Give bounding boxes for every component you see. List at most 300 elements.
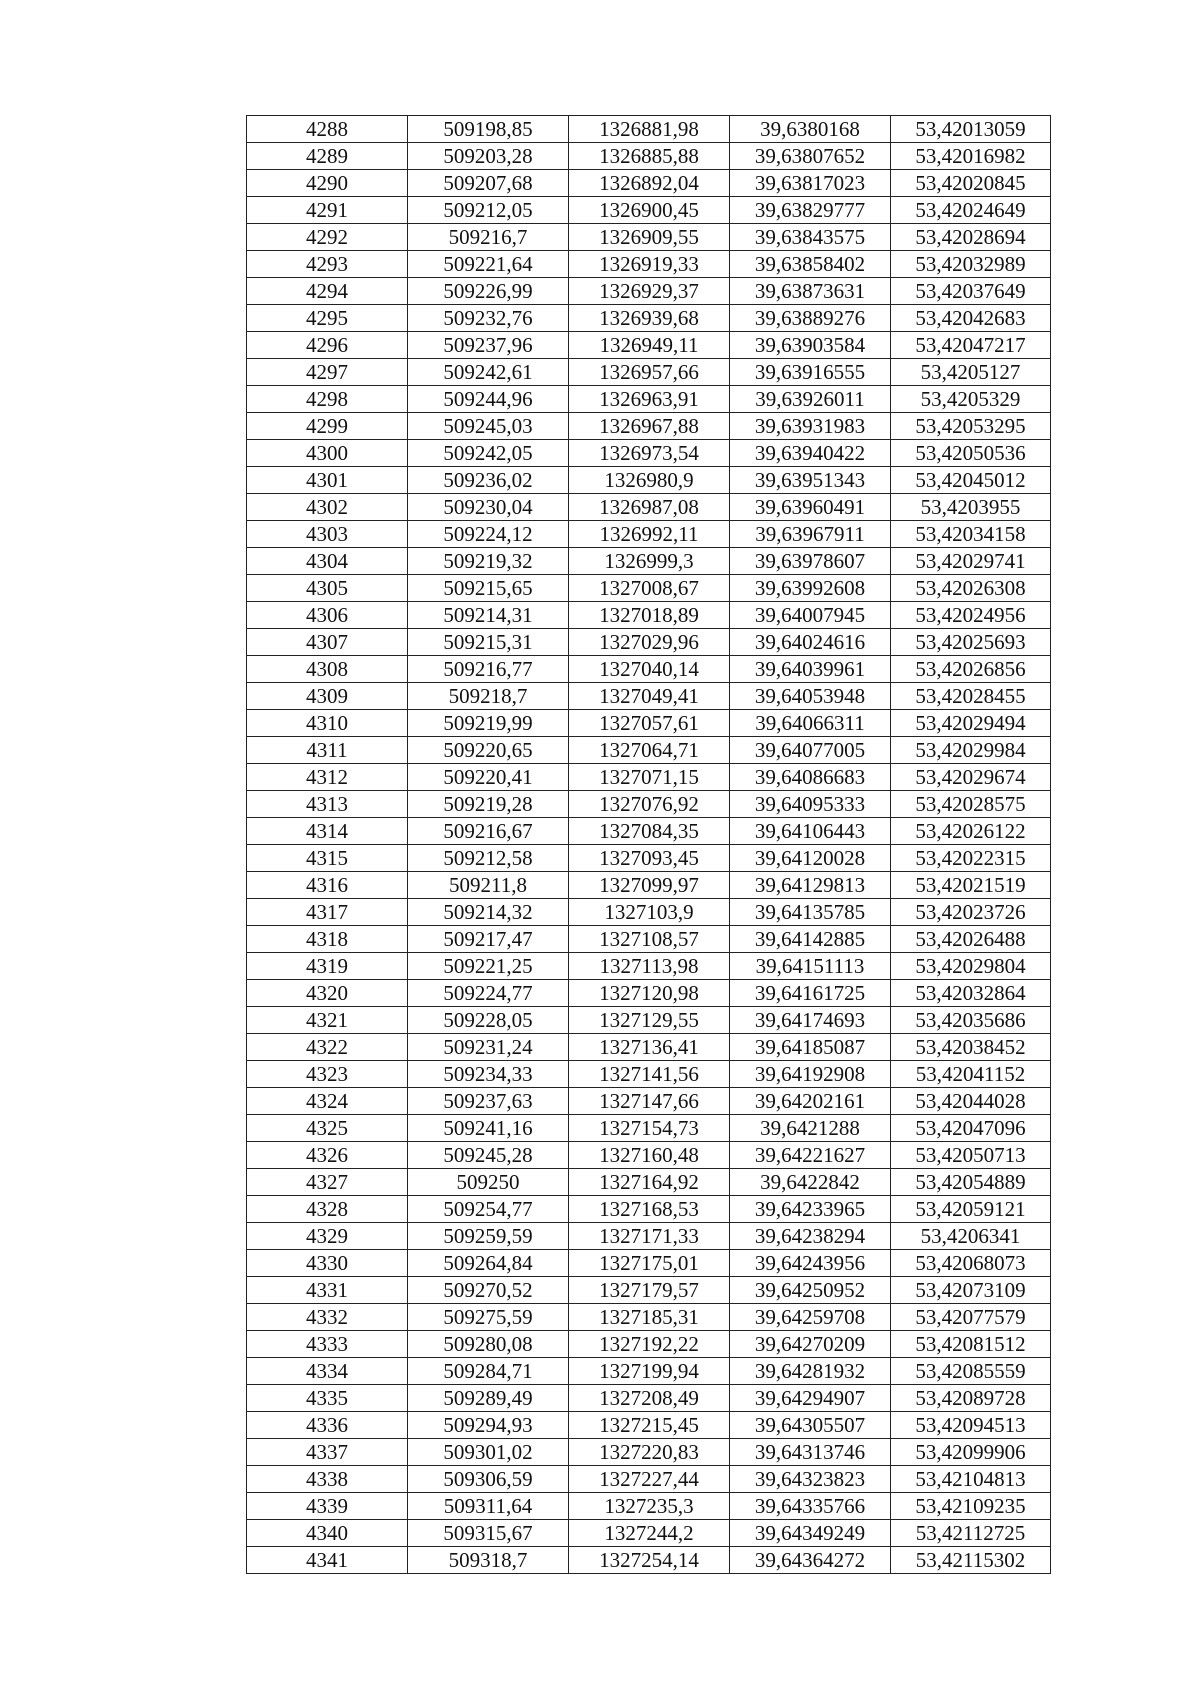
point-number-cell: 4300 [247, 440, 408, 467]
table-row [247, 1007, 1051, 1034]
x-coordinate-cell: 509220,41 [408, 764, 569, 791]
y-coordinate-cell: 1327244,2 [569, 1520, 730, 1547]
y-coordinate-cell: 1326957,66 [569, 359, 730, 386]
point-number-cell: 4308 [247, 656, 408, 683]
y-coordinate-cell: 1326919,33 [569, 251, 730, 278]
x-coordinate-cell: 509244,96 [408, 386, 569, 413]
y-coordinate-cell: 1327192,22 [569, 1331, 730, 1358]
x-coordinate-cell: 509242,05 [408, 440, 569, 467]
latitude-cell: 53,42029741 [891, 548, 1051, 575]
latitude-cell: 53,42029804 [891, 953, 1051, 980]
longitude-cell: 39,63829777 [730, 197, 891, 224]
table-row [247, 845, 1051, 872]
y-coordinate-cell: 1326980,9 [569, 467, 730, 494]
point-number-cell: 4298 [247, 386, 408, 413]
point-number-cell: 4314 [247, 818, 408, 845]
longitude-cell: 39,64323823 [730, 1466, 891, 1493]
y-coordinate-cell: 1327008,67 [569, 575, 730, 602]
x-coordinate-cell: 509216,7 [408, 224, 569, 251]
latitude-cell: 53,4206341 [891, 1223, 1051, 1250]
longitude-cell: 39,64270209 [730, 1331, 891, 1358]
x-coordinate-cell: 509212,58 [408, 845, 569, 872]
longitude-cell: 39,63858402 [730, 251, 891, 278]
y-coordinate-cell: 1327129,55 [569, 1007, 730, 1034]
latitude-cell: 53,42047217 [891, 332, 1051, 359]
y-coordinate-cell: 1327254,14 [569, 1547, 730, 1574]
x-coordinate-cell: 509318,7 [408, 1547, 569, 1574]
y-coordinate-cell: 1327147,66 [569, 1088, 730, 1115]
x-coordinate-cell: 509284,71 [408, 1358, 569, 1385]
longitude-cell: 39,63903584 [730, 332, 891, 359]
x-coordinate-cell: 509221,25 [408, 953, 569, 980]
latitude-cell: 53,42104813 [891, 1466, 1051, 1493]
latitude-cell: 53,42024649 [891, 197, 1051, 224]
x-coordinate-cell: 509216,67 [408, 818, 569, 845]
longitude-cell: 39,63951343 [730, 467, 891, 494]
table-row [247, 224, 1051, 251]
x-coordinate-cell: 509217,47 [408, 926, 569, 953]
latitude-cell: 53,42022315 [891, 845, 1051, 872]
point-number-cell: 4290 [247, 170, 408, 197]
y-coordinate-cell: 1327018,89 [569, 602, 730, 629]
point-number-cell: 4322 [247, 1034, 408, 1061]
x-coordinate-cell: 509231,24 [408, 1034, 569, 1061]
x-coordinate-cell: 509216,77 [408, 656, 569, 683]
longitude-cell: 39,64259708 [730, 1304, 891, 1331]
x-coordinate-cell: 509214,31 [408, 602, 569, 629]
y-coordinate-cell: 1327220,83 [569, 1439, 730, 1466]
table-row [247, 1358, 1051, 1385]
longitude-cell: 39,63817023 [730, 170, 891, 197]
point-number-cell: 4328 [247, 1196, 408, 1223]
longitude-cell: 39,64243956 [730, 1250, 891, 1277]
x-coordinate-cell: 509215,65 [408, 575, 569, 602]
x-coordinate-cell: 509219,32 [408, 548, 569, 575]
x-coordinate-cell: 509230,04 [408, 494, 569, 521]
y-coordinate-cell: 1326967,88 [569, 413, 730, 440]
table-row [247, 116, 1051, 143]
latitude-cell: 53,4203955 [891, 494, 1051, 521]
point-number-cell: 4336 [247, 1412, 408, 1439]
x-coordinate-cell: 509237,96 [408, 332, 569, 359]
latitude-cell: 53,42034158 [891, 521, 1051, 548]
longitude-cell: 39,64086683 [730, 764, 891, 791]
table-row [247, 1061, 1051, 1088]
table-row [247, 170, 1051, 197]
latitude-cell: 53,42029984 [891, 737, 1051, 764]
x-coordinate-cell: 509218,7 [408, 683, 569, 710]
x-coordinate-cell: 509237,63 [408, 1088, 569, 1115]
latitude-cell: 53,42028455 [891, 683, 1051, 710]
longitude-cell: 39,6422842 [730, 1169, 891, 1196]
point-number-cell: 4294 [247, 278, 408, 305]
x-coordinate-cell: 509214,32 [408, 899, 569, 926]
x-coordinate-cell: 509211,8 [408, 872, 569, 899]
latitude-cell: 53,42029494 [891, 710, 1051, 737]
longitude-cell: 39,64364272 [730, 1547, 891, 1574]
point-number-cell: 4330 [247, 1250, 408, 1277]
point-number-cell: 4317 [247, 899, 408, 926]
latitude-cell: 53,42045012 [891, 467, 1051, 494]
point-number-cell: 4295 [247, 305, 408, 332]
point-number-cell: 4341 [247, 1547, 408, 1574]
y-coordinate-cell: 1327064,71 [569, 737, 730, 764]
point-number-cell: 4335 [247, 1385, 408, 1412]
table-row [247, 305, 1051, 332]
longitude-cell: 39,63978607 [730, 548, 891, 575]
point-number-cell: 4311 [247, 737, 408, 764]
y-coordinate-cell: 1327185,31 [569, 1304, 730, 1331]
x-coordinate-cell: 509219,28 [408, 791, 569, 818]
longitude-cell: 39,64281932 [730, 1358, 891, 1385]
y-coordinate-cell: 1327141,56 [569, 1061, 730, 1088]
point-number-cell: 4324 [247, 1088, 408, 1115]
y-coordinate-cell: 1327093,45 [569, 845, 730, 872]
point-number-cell: 4291 [247, 197, 408, 224]
table-row [247, 899, 1051, 926]
longitude-cell: 39,63807652 [730, 143, 891, 170]
table-row [247, 1115, 1051, 1142]
latitude-cell: 53,42115302 [891, 1547, 1051, 1574]
y-coordinate-cell: 1327208,49 [569, 1385, 730, 1412]
x-coordinate-cell: 509203,28 [408, 143, 569, 170]
x-coordinate-cell: 509280,08 [408, 1331, 569, 1358]
y-coordinate-cell: 1327179,57 [569, 1277, 730, 1304]
x-coordinate-cell: 509294,93 [408, 1412, 569, 1439]
point-number-cell: 4327 [247, 1169, 408, 1196]
longitude-cell: 39,64202161 [730, 1088, 891, 1115]
longitude-cell: 39,63926011 [730, 386, 891, 413]
x-coordinate-cell: 509264,84 [408, 1250, 569, 1277]
latitude-cell: 53,42037649 [891, 278, 1051, 305]
y-coordinate-cell: 1327215,45 [569, 1412, 730, 1439]
point-number-cell: 4307 [247, 629, 408, 656]
point-number-cell: 4309 [247, 683, 408, 710]
point-number-cell: 4326 [247, 1142, 408, 1169]
latitude-cell: 53,42068073 [891, 1250, 1051, 1277]
longitude-cell: 39,64250952 [730, 1277, 891, 1304]
table-row [247, 143, 1051, 170]
table-row [247, 953, 1051, 980]
x-coordinate-cell: 509220,65 [408, 737, 569, 764]
latitude-cell: 53,42028575 [891, 791, 1051, 818]
latitude-cell: 53,42085559 [891, 1358, 1051, 1385]
table-row [247, 1385, 1051, 1412]
x-coordinate-cell: 509254,77 [408, 1196, 569, 1223]
longitude-cell: 39,64313746 [730, 1439, 891, 1466]
y-coordinate-cell: 1327171,33 [569, 1223, 730, 1250]
y-coordinate-cell: 1327076,92 [569, 791, 730, 818]
table-row [247, 575, 1051, 602]
longitude-cell: 39,64305507 [730, 1412, 891, 1439]
point-number-cell: 4297 [247, 359, 408, 386]
point-number-cell: 4303 [247, 521, 408, 548]
longitude-cell: 39,63873631 [730, 278, 891, 305]
table-row [247, 494, 1051, 521]
y-coordinate-cell: 1327049,41 [569, 683, 730, 710]
longitude-cell: 39,64142885 [730, 926, 891, 953]
point-number-cell: 4316 [247, 872, 408, 899]
point-number-cell: 4293 [247, 251, 408, 278]
x-coordinate-cell: 509215,31 [408, 629, 569, 656]
point-number-cell: 4329 [247, 1223, 408, 1250]
point-number-cell: 4332 [247, 1304, 408, 1331]
latitude-cell: 53,42054889 [891, 1169, 1051, 1196]
table-row [247, 683, 1051, 710]
y-coordinate-cell: 1327029,96 [569, 629, 730, 656]
longitude-cell: 39,64066311 [730, 710, 891, 737]
x-coordinate-cell: 509224,12 [408, 521, 569, 548]
table-row [247, 1304, 1051, 1331]
longitude-cell: 39,64185087 [730, 1034, 891, 1061]
x-coordinate-cell: 509245,28 [408, 1142, 569, 1169]
x-coordinate-cell: 509221,64 [408, 251, 569, 278]
table-row [247, 791, 1051, 818]
y-coordinate-cell: 1326963,91 [569, 386, 730, 413]
x-coordinate-cell: 509241,16 [408, 1115, 569, 1142]
table-row [247, 602, 1051, 629]
latitude-cell: 53,42094513 [891, 1412, 1051, 1439]
longitude-cell: 39,63960491 [730, 494, 891, 521]
y-coordinate-cell: 1327071,15 [569, 764, 730, 791]
x-coordinate-cell: 509275,59 [408, 1304, 569, 1331]
y-coordinate-cell: 1327108,57 [569, 926, 730, 953]
y-coordinate-cell: 1326939,68 [569, 305, 730, 332]
x-coordinate-cell: 509259,59 [408, 1223, 569, 1250]
y-coordinate-cell: 1326929,37 [569, 278, 730, 305]
point-number-cell: 4338 [247, 1466, 408, 1493]
y-coordinate-cell: 1326973,54 [569, 440, 730, 467]
longitude-cell: 39,64129813 [730, 872, 891, 899]
y-coordinate-cell: 1327154,73 [569, 1115, 730, 1142]
y-coordinate-cell: 1327040,14 [569, 656, 730, 683]
table-row [247, 1250, 1051, 1277]
longitude-cell: 39,64053948 [730, 683, 891, 710]
latitude-cell: 53,42042683 [891, 305, 1051, 332]
y-coordinate-cell: 1326987,08 [569, 494, 730, 521]
table-row [247, 359, 1051, 386]
table-row [247, 980, 1051, 1007]
longitude-cell: 39,64106443 [730, 818, 891, 845]
y-coordinate-cell: 1326881,98 [569, 116, 730, 143]
latitude-cell: 53,42013059 [891, 116, 1051, 143]
point-number-cell: 4296 [247, 332, 408, 359]
table-row [247, 1331, 1051, 1358]
point-number-cell: 4339 [247, 1493, 408, 1520]
latitude-cell: 53,42020845 [891, 170, 1051, 197]
longitude-cell: 39,64161725 [730, 980, 891, 1007]
y-coordinate-cell: 1326999,3 [569, 548, 730, 575]
y-coordinate-cell: 1327113,98 [569, 953, 730, 980]
table-row [247, 818, 1051, 845]
table-row [247, 1223, 1051, 1250]
longitude-cell: 39,64174693 [730, 1007, 891, 1034]
y-coordinate-cell: 1327160,48 [569, 1142, 730, 1169]
longitude-cell: 39,64095333 [730, 791, 891, 818]
x-coordinate-cell: 509250 [408, 1169, 569, 1196]
y-coordinate-cell: 1326909,55 [569, 224, 730, 251]
longitude-cell: 39,64024616 [730, 629, 891, 656]
latitude-cell: 53,42026122 [891, 818, 1051, 845]
y-coordinate-cell: 1327235,3 [569, 1493, 730, 1520]
longitude-cell: 39,63967911 [730, 521, 891, 548]
table-row [247, 440, 1051, 467]
latitude-cell: 53,42077579 [891, 1304, 1051, 1331]
coordinates-table-body [247, 116, 1051, 1574]
x-coordinate-cell: 509289,49 [408, 1385, 569, 1412]
point-number-cell: 4313 [247, 791, 408, 818]
table-row [247, 467, 1051, 494]
y-coordinate-cell: 1327103,9 [569, 899, 730, 926]
point-number-cell: 4299 [247, 413, 408, 440]
latitude-cell: 53,42053295 [891, 413, 1051, 440]
y-coordinate-cell: 1326885,88 [569, 143, 730, 170]
point-number-cell: 4340 [247, 1520, 408, 1547]
x-coordinate-cell: 509301,02 [408, 1439, 569, 1466]
y-coordinate-cell: 1327164,92 [569, 1169, 730, 1196]
point-number-cell: 4319 [247, 953, 408, 980]
longitude-cell: 39,63931983 [730, 413, 891, 440]
point-number-cell: 4312 [247, 764, 408, 791]
latitude-cell: 53,42026856 [891, 656, 1051, 683]
table-row [247, 656, 1051, 683]
x-coordinate-cell: 509242,61 [408, 359, 569, 386]
point-number-cell: 4323 [247, 1061, 408, 1088]
table-row [247, 926, 1051, 953]
y-coordinate-cell: 1327120,98 [569, 980, 730, 1007]
y-coordinate-cell: 1327057,61 [569, 710, 730, 737]
table-row [247, 629, 1051, 656]
y-coordinate-cell: 1327136,41 [569, 1034, 730, 1061]
x-coordinate-cell: 509198,85 [408, 116, 569, 143]
coordinates-table [246, 115, 1051, 1574]
y-coordinate-cell: 1326949,11 [569, 332, 730, 359]
table-row [247, 1412, 1051, 1439]
longitude-cell: 39,64192908 [730, 1061, 891, 1088]
table-row [247, 197, 1051, 224]
longitude-cell: 39,64335766 [730, 1493, 891, 1520]
table-row [247, 1088, 1051, 1115]
longitude-cell: 39,64238294 [730, 1223, 891, 1250]
table-row [247, 737, 1051, 764]
y-coordinate-cell: 1327099,97 [569, 872, 730, 899]
x-coordinate-cell: 509315,67 [408, 1520, 569, 1547]
longitude-cell: 39,64233965 [730, 1196, 891, 1223]
x-coordinate-cell: 509306,59 [408, 1466, 569, 1493]
table-row [247, 332, 1051, 359]
longitude-cell: 39,64135785 [730, 899, 891, 926]
table-row [247, 1196, 1051, 1223]
y-coordinate-cell: 1326900,45 [569, 197, 730, 224]
y-coordinate-cell: 1327168,53 [569, 1196, 730, 1223]
x-coordinate-cell: 509207,68 [408, 170, 569, 197]
table-row [247, 1169, 1051, 1196]
table-row [247, 1547, 1051, 1574]
longitude-cell: 39,63843575 [730, 224, 891, 251]
table-row [247, 251, 1051, 278]
y-coordinate-cell: 1327084,35 [569, 818, 730, 845]
point-number-cell: 4306 [247, 602, 408, 629]
y-coordinate-cell: 1326892,04 [569, 170, 730, 197]
latitude-cell: 53,42032989 [891, 251, 1051, 278]
latitude-cell: 53,42059121 [891, 1196, 1051, 1223]
y-coordinate-cell: 1327175,01 [569, 1250, 730, 1277]
point-number-cell: 4333 [247, 1331, 408, 1358]
latitude-cell: 53,42050713 [891, 1142, 1051, 1169]
point-number-cell: 4304 [247, 548, 408, 575]
longitude-cell: 39,6421288 [730, 1115, 891, 1142]
longitude-cell: 39,64221627 [730, 1142, 891, 1169]
latitude-cell: 53,42024956 [891, 602, 1051, 629]
point-number-cell: 4325 [247, 1115, 408, 1142]
latitude-cell: 53,4205127 [891, 359, 1051, 386]
point-number-cell: 4310 [247, 710, 408, 737]
latitude-cell: 53,42044028 [891, 1088, 1051, 1115]
latitude-cell: 53,42028694 [891, 224, 1051, 251]
x-coordinate-cell: 509236,02 [408, 467, 569, 494]
table-row [247, 386, 1051, 413]
x-coordinate-cell: 509226,99 [408, 278, 569, 305]
latitude-cell: 53,42025693 [891, 629, 1051, 656]
point-number-cell: 4315 [247, 845, 408, 872]
table-row [247, 1034, 1051, 1061]
longitude-cell: 39,64007945 [730, 602, 891, 629]
latitude-cell: 53,42038452 [891, 1034, 1051, 1061]
longitude-cell: 39,6380168 [730, 116, 891, 143]
longitude-cell: 39,64349249 [730, 1520, 891, 1547]
point-number-cell: 4288 [247, 116, 408, 143]
y-coordinate-cell: 1326992,11 [569, 521, 730, 548]
longitude-cell: 39,64077005 [730, 737, 891, 764]
x-coordinate-cell: 509270,52 [408, 1277, 569, 1304]
latitude-cell: 53,42023726 [891, 899, 1051, 926]
latitude-cell: 53,42032864 [891, 980, 1051, 1007]
x-coordinate-cell: 509212,05 [408, 197, 569, 224]
y-coordinate-cell: 1327227,44 [569, 1466, 730, 1493]
x-coordinate-cell: 509232,76 [408, 305, 569, 332]
longitude-cell: 39,64151113 [730, 953, 891, 980]
longitude-cell: 39,63992608 [730, 575, 891, 602]
point-number-cell: 4292 [247, 224, 408, 251]
point-number-cell: 4318 [247, 926, 408, 953]
table-row [247, 278, 1051, 305]
latitude-cell: 53,42099906 [891, 1439, 1051, 1466]
point-number-cell: 4305 [247, 575, 408, 602]
table-row [247, 764, 1051, 791]
point-number-cell: 4302 [247, 494, 408, 521]
latitude-cell: 53,42026308 [891, 575, 1051, 602]
latitude-cell: 53,42016982 [891, 143, 1051, 170]
table-row [247, 1277, 1051, 1304]
x-coordinate-cell: 509311,64 [408, 1493, 569, 1520]
x-coordinate-cell: 509228,05 [408, 1007, 569, 1034]
latitude-cell: 53,42026488 [891, 926, 1051, 953]
table-row [247, 872, 1051, 899]
longitude-cell: 39,63916555 [730, 359, 891, 386]
longitude-cell: 39,64120028 [730, 845, 891, 872]
x-coordinate-cell: 509234,33 [408, 1061, 569, 1088]
point-number-cell: 4337 [247, 1439, 408, 1466]
longitude-cell: 39,64294907 [730, 1385, 891, 1412]
latitude-cell: 53,42041152 [891, 1061, 1051, 1088]
x-coordinate-cell: 509224,77 [408, 980, 569, 1007]
longitude-cell: 39,63889276 [730, 305, 891, 332]
y-coordinate-cell: 1327199,94 [569, 1358, 730, 1385]
latitude-cell: 53,42029674 [891, 764, 1051, 791]
x-coordinate-cell: 509219,99 [408, 710, 569, 737]
point-number-cell: 4301 [247, 467, 408, 494]
point-number-cell: 4331 [247, 1277, 408, 1304]
